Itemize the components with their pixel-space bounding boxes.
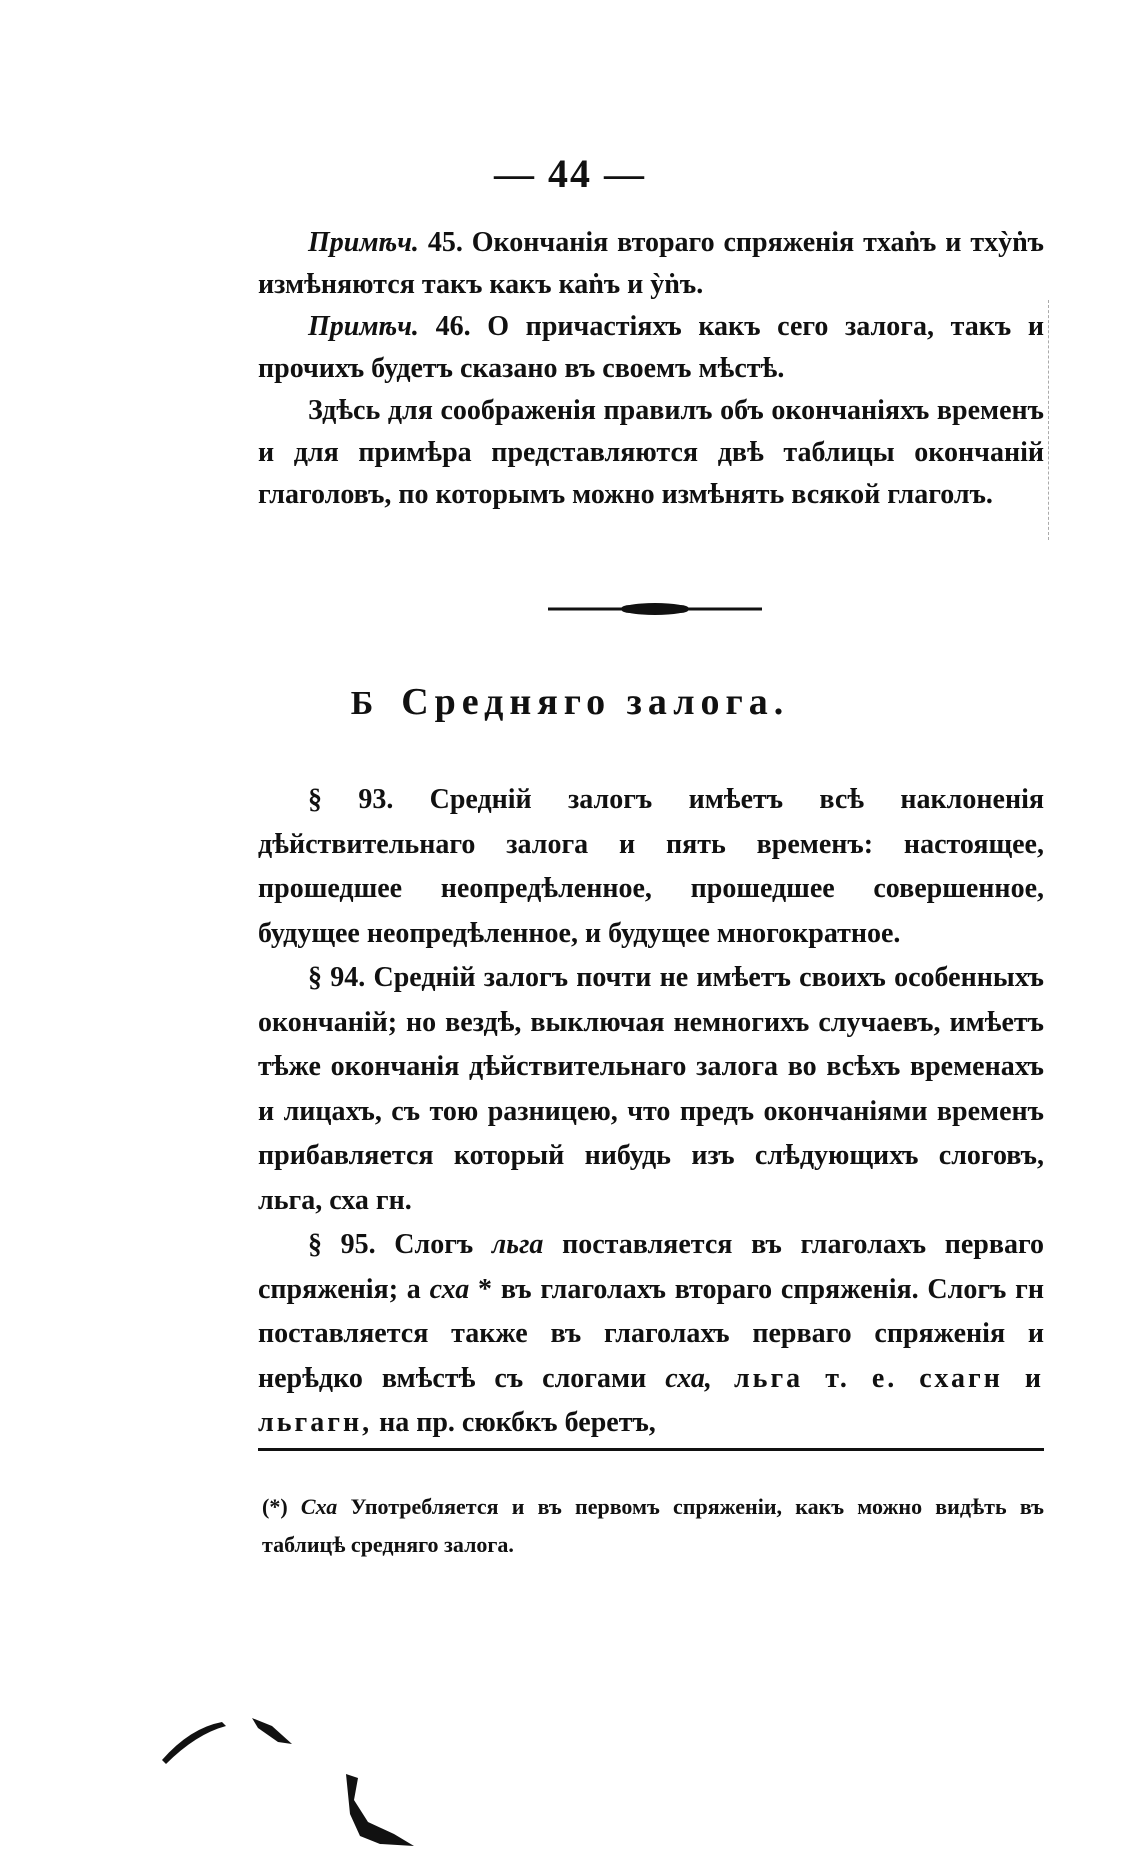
footnote-rule: [258, 1448, 1044, 1451]
section-heading: [0, 680, 1140, 724]
note-46-label: Примѣч.: [308, 311, 419, 342]
s95-spaced: льга т. е. схагн и льгагн,: [258, 1362, 1044, 1438]
s95-italic-sha-2: сха,: [665, 1362, 712, 1394]
heading-title: Средняго залога.: [401, 681, 790, 723]
heading-letter: Б: [350, 685, 374, 722]
note-45-text: 45. Окончанія втораго спряженія тхаṅъ и тхỳṅъ измѣняются такъ какъ каṅъ и ỳṅъ.: [258, 227, 1044, 300]
ornament-divider: [548, 600, 762, 618]
section-95: [258, 1223, 1044, 1446]
sections-block: [258, 778, 1044, 1446]
footnote-marker: (*): [262, 1494, 288, 1519]
s95-mid2: * въ глаголахъ втораго спряженія. Слогъ гн поставляется также въ глаголахъ перваго спряженія и нерѣдко вмѣстѣ съ слогами: [258, 1273, 1044, 1394]
section-93: § 93. Средній залогъ имѣетъ всѣ наклоненія дѣйствительнаго залога и пять временъ: настоящее, прошедшее неопредѣленное, прошедшее совершенное, будущее неопредѣленное, и будущее многократное.: [258, 784, 1044, 949]
note-46: [258, 306, 1044, 390]
note-45: [258, 222, 1044, 306]
section-94: § 94. Средній залогъ почти не имѣетъ своихъ особенныхъ окончаній; но вездѣ, выключая немногихъ случаевъ, имѣетъ тѣже окончанія дѣйствительнаго залога во всѣхъ временахъ и лицахъ, съ тою разницею, что предъ окончаніями временъ прибавляется который нибудь изъ слѣдующихъ слоговъ, льга, сха гн.: [258, 962, 1044, 1216]
s95-italic-sha: сха: [429, 1273, 470, 1305]
note-45-label: Примѣч.: [308, 227, 419, 258]
ink-smudge-left: [160, 1700, 300, 1770]
tables-paragraph: Здѣсь для соображенія правилъ объ окончаніяхъ временъ и для примѣра представляются двѣ таблицы окончаній глаголовъ, по которымъ можно измѣнять всякой глаголъ.: [258, 395, 1044, 510]
s95-end: на пр. сюкбкъ беретъ,: [372, 1407, 656, 1438]
footnote-body: Употребляется и въ первомъ спряженіи, какъ можно видѣть въ таблицѣ средняго залога.: [262, 1494, 1045, 1557]
note-46-text: 46. О причастіяхъ какъ сего залога, такъ и прочихъ будетъ сказано въ своемъ мѣстѣ.: [258, 311, 1044, 384]
page-number: — 44 —: [494, 151, 646, 196]
s95-mid1: поставляется въ глаголахъ перваго спряженія; а: [258, 1229, 1044, 1305]
s95-italic-lga: льга: [491, 1229, 544, 1260]
ink-smudge-bottom: [340, 1770, 420, 1850]
margin-rule: [1048, 300, 1049, 540]
notes-block: [258, 222, 1044, 516]
footnote-syllable: Сха: [300, 1494, 338, 1519]
footnote-text: [262, 1488, 1044, 1564]
s95-start: § 95. Слогъ: [308, 1229, 492, 1260]
footnote: [262, 1488, 1044, 1564]
